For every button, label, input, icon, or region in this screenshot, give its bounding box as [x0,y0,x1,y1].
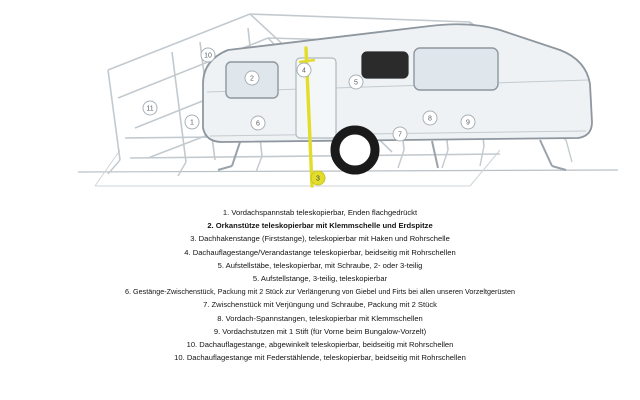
marker-5 [349,75,363,89]
legend-item-7: 7. Zwischenstück mit Verjüngung und Schraube, Packung mit 2 Stück [203,300,437,310]
svg-text:4: 4 [302,67,306,75]
marker-7 [393,127,407,141]
marker-10 [201,48,215,62]
svg-text:3: 3 [316,175,320,183]
svg-text:2: 2 [250,75,254,83]
marker-2 [245,71,259,85]
legend-list [0,206,640,364]
ground-line-left [95,150,120,186]
svg-text:11: 11 [146,105,154,113]
svg-text:7: 7 [398,131,402,139]
legend-item-5a: 5. Aufstellstäbe, teleskopierbar, mit Schraube, 2- oder 3-teilig [217,260,423,270]
marker-11 [143,101,157,115]
marker-4 [297,63,311,77]
caravan-window-main [414,48,498,90]
legend-item-2: 2. Orkanstütze teleskopierbar mit Klemmschelle und Erdspitze [207,221,433,231]
svg-text:1: 1 [190,119,194,127]
svg-text:5: 5 [354,79,358,87]
marker-3 [311,171,325,185]
legend-item-8: 8. Vordach-Spannstangen, teleskopierbar mit Klemmschellen [217,313,423,323]
caravan-wheel [335,130,375,170]
marker-8 [423,111,437,125]
svg-text:9: 9 [466,119,470,127]
legend-item-3: 3. Dachhakenstange (Firststange), teleskopierbar mit Haken und Rohrschelle [190,234,450,244]
svg-text:10: 10 [204,52,212,60]
legend-item-6: 6. Gestänge-Zwischenstück, Packung mit 2 Stück zur Verlängerung von Giebel und Firts bei allen unseren Vorzeltgerüsten [125,287,515,297]
legend-item-1: 1. Vordachspannstab teleskopierbar, Enden flachgedrückt [222,208,418,217]
legend-item-5b: 5. Aufstellstange, 3-teilig, teleskopierbar [252,274,388,284]
marker-9 [461,115,475,129]
ground-line-right [470,150,500,186]
svg-text:6: 6 [256,120,260,128]
legend-item-9: 9. Vordachstutzen mit 1 Stift (für Vorne beim Bungalow-Vorzelt) [213,326,427,336]
marker-1 [185,115,199,129]
svg-text:8: 8 [428,115,432,123]
legend-item-4: 4. Dachauflagestange/Verandastange teleskopierbar, beidseitig mit Rohrschellen [184,247,456,257]
legend-item-10a: 10. Dachauflagestange, abgewinkelt teleskopierbar, beidseitig mit Rohrschellen [186,340,454,350]
caravan-window-dark [362,52,408,78]
marker-6 [251,116,265,130]
legend-item-10b: 10. Dachauflagestange mit Federstählende, teleskopierbar, beidseitig mit Rohrschellen [174,353,466,363]
